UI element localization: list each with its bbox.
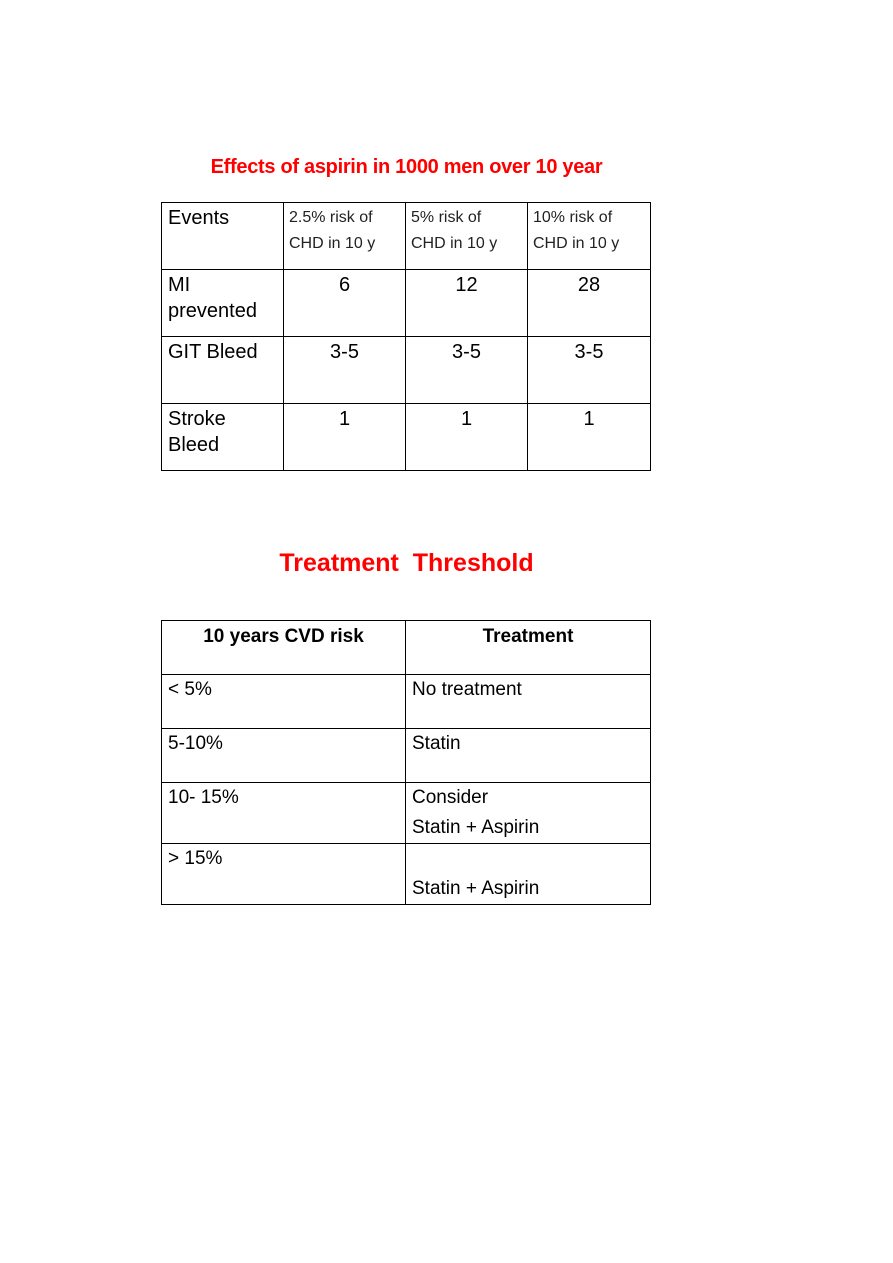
treatment-header: Treatment xyxy=(406,621,651,675)
table-cell: 1 xyxy=(284,404,406,471)
table-cell: 3-5 xyxy=(406,337,528,404)
table-row xyxy=(162,783,651,844)
aspirin-effects-table xyxy=(161,202,651,471)
event-label-mi xyxy=(162,270,284,337)
risk-2-5-header xyxy=(284,203,406,270)
treatment-line: Statin + Aspirin xyxy=(412,817,540,838)
header-line: CHD in 10 y xyxy=(289,235,376,252)
event-label-stroke-bleed xyxy=(162,404,284,471)
cvd-risk-header: 10 years CVD risk xyxy=(162,621,406,675)
treatment-cell xyxy=(406,783,651,844)
header-line: 10% risk of xyxy=(533,209,613,226)
table-row xyxy=(162,270,651,337)
table-row xyxy=(162,404,651,471)
table-cell: 28 xyxy=(528,270,651,337)
risk-cell: 5-10% xyxy=(162,729,406,783)
table-cell: 3-5 xyxy=(528,337,651,404)
table-row xyxy=(162,675,651,729)
table-header-row xyxy=(162,621,651,675)
treatment-cell: Statin + Aspirin xyxy=(406,844,651,905)
label-line: Stroke xyxy=(168,408,226,430)
header-line: CHD in 10 y xyxy=(533,235,620,252)
treatment-threshold-table xyxy=(161,620,651,905)
treatment-cell: Statin xyxy=(406,729,651,783)
header-line: 5% risk of xyxy=(411,209,482,226)
table-cell: 6 xyxy=(284,270,406,337)
table-row xyxy=(162,337,651,404)
table-cell: 1 xyxy=(406,404,528,471)
header-line: 2.5% risk of xyxy=(289,209,373,226)
risk-cell: < 5% xyxy=(162,675,406,729)
treatment-cell: No treatment xyxy=(406,675,651,729)
table-cell: 1 xyxy=(528,404,651,471)
header-line: CHD in 10 y xyxy=(411,235,498,252)
risk-5-header xyxy=(406,203,528,270)
aspirin-table-title: Effects of aspirin in 1000 men over 10 year xyxy=(210,156,603,178)
table-cell: 3-5 xyxy=(284,337,406,404)
table-cell: 12 xyxy=(406,270,528,337)
risk-cell: > 15% xyxy=(162,844,406,905)
label-line: Bleed xyxy=(168,434,220,456)
risk-cell: 10- 15% xyxy=(162,783,406,844)
table-row xyxy=(162,729,651,783)
label-line: MI xyxy=(168,274,191,296)
treatment-line: Consider xyxy=(412,787,489,808)
risk-10-header xyxy=(528,203,651,270)
table-header-row xyxy=(162,203,651,270)
table-row xyxy=(162,844,651,905)
label-line: prevented xyxy=(168,300,257,322)
threshold-table-title: Treatment Threshold xyxy=(279,549,534,577)
event-label-git-bleed xyxy=(162,337,284,404)
events-header: Events xyxy=(162,203,284,270)
label-line: GIT Bleed xyxy=(168,341,258,363)
